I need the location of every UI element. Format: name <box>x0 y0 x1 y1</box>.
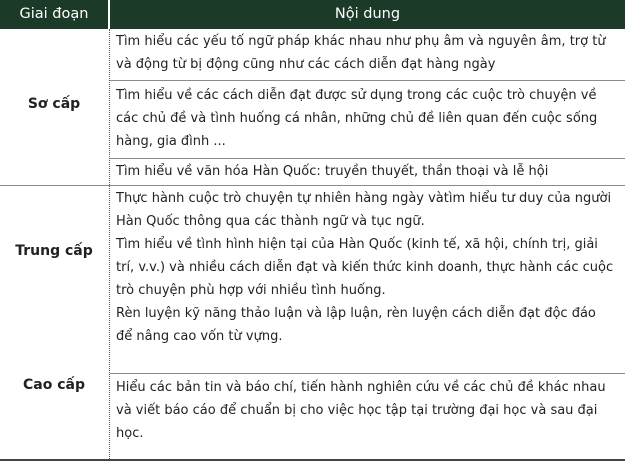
group-divider <box>0 185 625 186</box>
content-cell <box>116 84 622 153</box>
content-cell <box>116 376 622 445</box>
content-line: hàng, gia đình ... <box>116 134 226 149</box>
stage-so-cap: Sơ cấp <box>27 96 81 112</box>
header-content: Nội dung <box>110 0 625 29</box>
content-cell <box>116 160 622 183</box>
content-line: để nâng cao vốn từ vựng. <box>116 329 283 344</box>
content-line: Rèn luyện kỹ năng thảo luận và lập luận, rèn luyện cách diễn đạt độc đáo <box>116 306 596 321</box>
content-line: và viết báo cáo để chuẩn bị cho việc học tập tại trường đại học và sau đại <box>116 403 598 418</box>
content-line: trí, v.v.) và nhiều cách diễn đạt và kiến thức kinh doanh, thực hành các cuộc <box>116 260 614 275</box>
content-line: Tìm hiểu về tình hình hiện tại của Hàn Quốc (kinh tế, xã hội, chính trị, giải <box>116 237 598 252</box>
content-line: Tìm hiểu các yếu tố ngữ pháp khác nhau như phụ âm và nguyên âm, trợ từ <box>116 34 606 49</box>
content-line: Tìm hiểu về các cách diễn đạt được sử dụng trong các cuộc trò chuyện về <box>116 88 597 103</box>
row-divider <box>110 158 625 159</box>
column-divider <box>109 29 110 459</box>
content-line: các chủ đề và tình huống cá nhân, những chủ đề liên quan đến cuộc sống <box>116 111 598 126</box>
content-line: Hiểu các bản tin và báo chí, tiến hành nghiên cứu về các chủ đề khác nhau <box>116 380 606 395</box>
stage-cao-cap: Cao cấp <box>23 377 85 393</box>
stage-trung-cap: Trung cấp <box>15 243 93 259</box>
content-line: Thực hành cuộc trò chuyện tự nhiên hàng ngày vàtìm hiểu tư duy của người <box>116 191 612 206</box>
content-line: và động từ bị động cũng như các cách diễn đạt hàng ngày <box>116 57 496 72</box>
content-cell <box>116 187 622 348</box>
content-cell <box>116 30 622 76</box>
table-bottom-border <box>0 459 625 461</box>
content-line: Hàn Quốc thông qua các thành ngữ và tục ngữ. <box>116 214 425 229</box>
content-line: Tìm hiểu về văn hóa Hàn Quốc: truyền thuyết, thần thoại và lễ hội <box>116 164 549 179</box>
row-divider <box>110 80 625 81</box>
header-stage: Giai đoạn <box>0 0 108 29</box>
content-line: trò chuyện phù hợp với nhiều tình huống. <box>116 283 386 298</box>
content-line: học. <box>116 426 144 441</box>
row-divider <box>110 373 625 374</box>
